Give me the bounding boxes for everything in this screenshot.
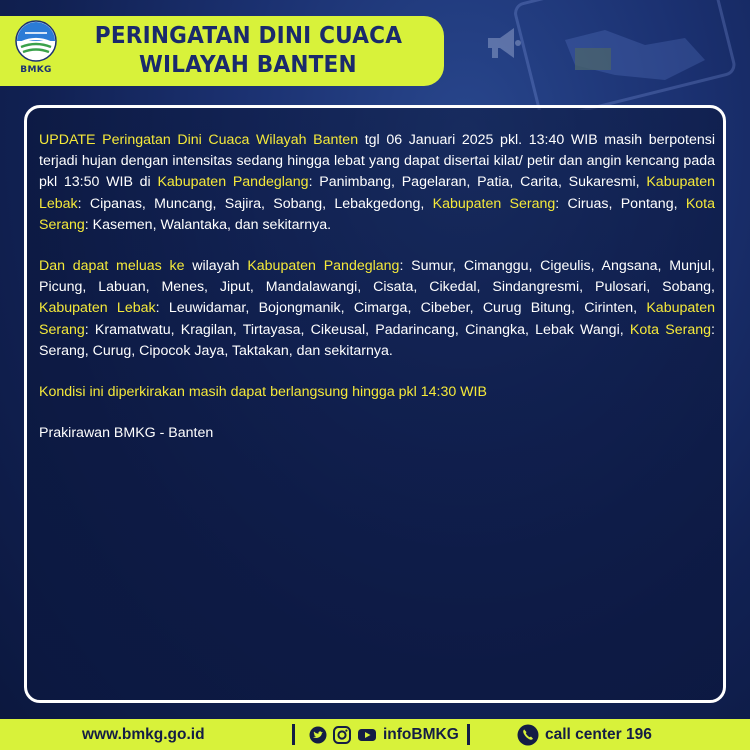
body-text: : Sumur, Cimanggu, Cigeulis, Angsana, Munjul, Picung, Labuan, Menes, Jiput, Mandalawangi, Cisata, Cikedal, Sindangresmi, Pulosari, Sobang, [39,258,715,296]
highlighted-text: Kabupaten Pandeglang [247,258,400,275]
footer-separator [292,724,295,745]
highlighted-text: UPDATE Peringatan Dini Cuaca Wilayah Banten [39,132,359,148]
highlighted-text: Kabupaten Lebak [39,300,156,317]
body-text: wilayah [184,258,248,275]
body-text: : Serang, Curug, Cipocok Jaya, Taktakan, dan sekitarnya. [39,321,715,359]
title-line-2: WILAYAH BANTEN [139,52,357,78]
highlighted-text: Kabupaten Serang [432,195,556,212]
body-text: : Leuwidamar, Bojongmanik, Cimarga, Cibeber, Curug Bitung, Cirinten, [155,300,647,317]
warning-card [24,105,726,703]
highlighted-text: Kabupaten Serang [39,300,715,338]
social-media-group [309,719,459,750]
call-center [517,719,652,750]
website-link[interactable]: www.bmkg.go.id [82,725,205,743]
twitter-icon[interactable] [309,726,327,744]
expansion-paragraph [39,256,715,362]
logo-label: BMKG [20,65,52,75]
highlighted-text: Kota Serang [39,195,715,233]
bmkg-logo-icon [15,20,57,64]
youtube-icon[interactable] [357,727,377,743]
social-handle[interactable]: infoBMKG [383,725,459,743]
bmkg-logo [12,20,60,82]
body-text: tgl 06 Januari 2025 pkl. 13:40 WIB masih berpotensi terjadi hujan dengan intensitas sedang hingga lebat yang dapat disertai kilat/ petir dan angin kencang pada pkl 13:50 WIB di [39,132,716,191]
warning-content [39,130,715,464]
megaphone-icon [482,22,524,64]
call-center-label[interactable]: call center 196 [545,725,652,743]
highlighted-text: Kabupaten Pandeglang [157,174,309,191]
body-text: : Kramatwatu, Kragilan, Tirtayasa, Cikeusal, Padarincang, Cinangka, Lebak Wangi, [84,321,630,338]
footer-separator [467,724,470,745]
body-text: : Kasemen, Walantaka, dan sekitarnya. [84,216,332,233]
highlighted-text: Dan dapat meluas ke [39,258,185,275]
duration-paragraph: Kondisi ini diperkirakan masih dapat berlangsung hingga pkl 14:30 WIB [39,384,487,401]
instagram-icon[interactable] [333,726,351,744]
body-text: : Cipanas, Muncang, Sajira, Sobang, Lebakgedong, [77,195,433,212]
highlighted-text: Kota Serang [629,321,712,338]
phone-icon [517,724,539,746]
page-title [72,20,424,82]
body-text: : Ciruas, Pontang, [555,195,686,212]
update-paragraph [39,130,715,236]
title-line-1: PERINGATAN DINI CUACA [94,23,402,49]
header-banner [0,16,444,86]
body-text: : Panimbang, Pagelaran, Patia, Carita, Sukaresmi, [308,174,647,191]
forecaster-signature: Prakirawan BMKG - Banten [39,425,214,442]
footer-bar [0,719,750,750]
highlighted-text: Kabupaten Lebak [39,174,715,212]
